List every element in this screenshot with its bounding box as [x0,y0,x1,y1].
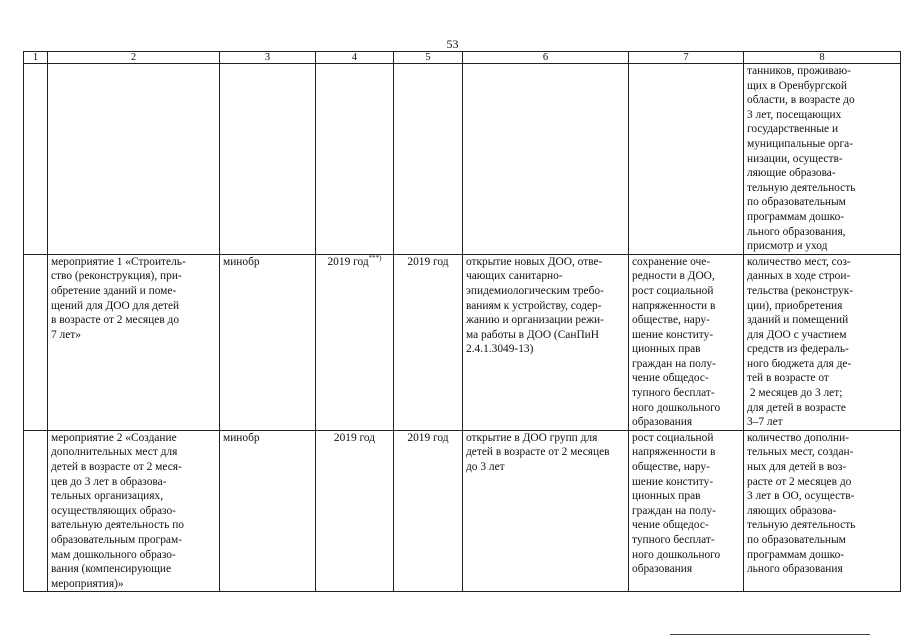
text-line: ваниям к устройству, содер- [466,299,602,312]
text-line: ного бюджета для де- [747,357,852,370]
cell-consequences [629,430,744,592]
text-line: данных в ходе строи- [747,270,851,283]
cell-consequences [629,64,744,255]
cell-number [24,254,48,430]
text-line: осуществляющих образо- [51,504,176,517]
text-line: льного образования, [747,225,846,238]
text-line: до 3 лет [466,461,505,474]
text-line: чение общедос- [632,519,709,532]
cell-measure [48,430,220,592]
cell-measure [48,64,220,255]
start-date-text: 2019 год [327,255,369,268]
cell-number [24,64,48,255]
text-line: низации, осуществ- [747,152,843,165]
column-header: 3 [220,52,316,64]
cell-end-date: 2019 год [394,254,463,430]
text-line: тельную деятельность [747,519,856,532]
text-line: для ДОО с участием [747,328,847,341]
text-line: открытие новых ДОО, отве- [466,255,603,268]
text-line: зданий и помещений [747,314,849,327]
text-line: льного образования [747,563,843,576]
text-line: муниципальные орга- [747,137,853,150]
text-line: мам дошкольного образо- [51,548,176,561]
text-line: мероприятие 1 «Строитель- [51,255,186,268]
text-line: цев до 3 лет в образова- [51,475,167,488]
text-line: шение конститу- [632,328,714,341]
text-line: обществе, нару- [632,461,710,474]
text-line: ство (реконструкция), при- [51,270,182,283]
text-line: количество мест, соз- [747,255,851,268]
text-line: образования [632,416,693,429]
cell-executor: минобр [220,430,316,592]
table-row [24,254,901,430]
text-line: расте от 2 месяцев до [747,475,852,488]
text-line: обретение зданий и поме- [51,284,177,297]
text-line: программам дошко- [747,548,845,561]
text-line: детей в возрасте от 2 месяцев [466,446,610,459]
cell-start-date [316,64,394,255]
text-line: ционных прав [632,343,701,356]
cell-end-date: 2019 год [394,430,463,592]
text-line: присмотр и уход [747,240,828,253]
cell-start-date [316,430,394,592]
text-line: тупного бесплат- [632,534,715,546]
text-line: тельства (реконструк- [747,284,854,297]
text-line: детей в возрасте от 2 меся- [51,461,182,474]
text-line: ляющих образова- [747,504,837,517]
column-number-row [24,52,901,64]
page-number: 53 [446,37,459,51]
text-line: тельных мест, создан- [747,446,854,459]
cell-executor: минобр [220,254,316,430]
text-line: 2 месяцев до 3 лет; [747,387,843,400]
text-line: тупного бесплат- [632,387,715,400]
text-line: для детей в возрасте [747,401,846,414]
text-line: эпидемиологическим требо- [466,284,604,297]
text-line: 3 лет в ОО, осуществ- [747,490,855,503]
text-line: ного дошкольного [632,548,721,561]
text-line: 2.4.1.3049-13) [466,343,534,356]
text-line: напряженности в [632,446,716,459]
text-line: чающих санитарно- [466,270,563,283]
text-line: количество дополни- [747,431,850,444]
table-row [24,430,901,592]
text-line: 7 лет» [51,328,81,341]
cell-number [24,430,48,592]
footnote-mark: ***) [368,254,382,262]
cell-expected-result [463,64,629,255]
text-line: 3–7 лет [747,416,783,429]
cell-indicator [744,64,901,255]
text-line: щений для ДОО для детей [51,299,180,312]
table-row [24,64,901,255]
cell-executor [220,64,316,255]
text-line: обществе, нару- [632,314,710,327]
text-line: мероприятие 2 «Создание [51,431,177,444]
cell-expected-result [463,254,629,430]
text-line: тельную деятельность [747,181,856,194]
text-line: напряженности в [632,299,716,312]
text-line: вания (компенсирующие [51,563,172,576]
text-line: рост социальной [632,284,714,297]
text-line: мероприятия)» [51,577,124,590]
column-header: 5 [394,52,463,64]
cell-start-date [316,254,394,430]
text-line: образовательным програм- [51,534,182,546]
text-line: тельных организациях, [51,490,164,503]
text-line: граждан на полу- [632,504,716,517]
text-line: ции), приобретения [747,299,843,312]
cell-indicator [744,430,901,592]
text-line: рост социальной [632,431,714,444]
text-line: вательную деятельность по [51,519,184,532]
text-line: чение общедос- [632,372,709,385]
cell-expected-result [463,430,629,592]
text-line: образования [632,563,693,576]
text-line: граждан на полу- [632,357,716,370]
text-line: жанию и организации режи- [466,314,604,327]
text-line: по образовательным [747,534,846,546]
text-line: дополнительных мест для [51,446,178,459]
column-header: 1 [24,52,48,64]
text-line: шение конститу- [632,475,714,488]
text-line: щих в Оренбургской [747,79,847,92]
text-line: области, в возрасте до [747,94,855,107]
program-table [23,51,901,592]
text-line: по образовательным [747,196,846,209]
text-line: ма работы в ДОО (СанПиН [466,328,599,341]
text-line: танников, проживаю- [747,65,851,77]
cell-indicator [744,254,901,430]
text-line: редности в ДОО, [632,270,715,283]
text-line: открытие в ДОО групп для [466,431,598,444]
text-line: в возрасте от 2 месяцев до [51,314,180,327]
column-header: 4 [316,52,394,64]
column-header: 2 [48,52,220,64]
start-date-text: 2019 год [333,431,376,444]
text-line: ного дошкольного [632,401,721,414]
text-line: тей в возрасте от [747,372,829,385]
footer-rule [670,634,870,635]
column-header: 6 [463,52,629,64]
text-line: программам дошко- [747,210,845,223]
cell-consequences [629,254,744,430]
text-line: ляющие образова- [747,167,836,180]
text-line: 3 лет, посещающих [747,108,842,121]
text-line: государственные и [747,123,839,136]
text-line: сохранение оче- [632,255,711,268]
column-header: 8 [744,52,901,64]
text-line: средств из федераль- [747,343,849,356]
cell-measure [48,254,220,430]
text-line: ных для детей в воз- [747,461,847,474]
column-header: 7 [629,52,744,64]
text-line: ционных прав [632,490,701,503]
cell-end-date [394,64,463,255]
